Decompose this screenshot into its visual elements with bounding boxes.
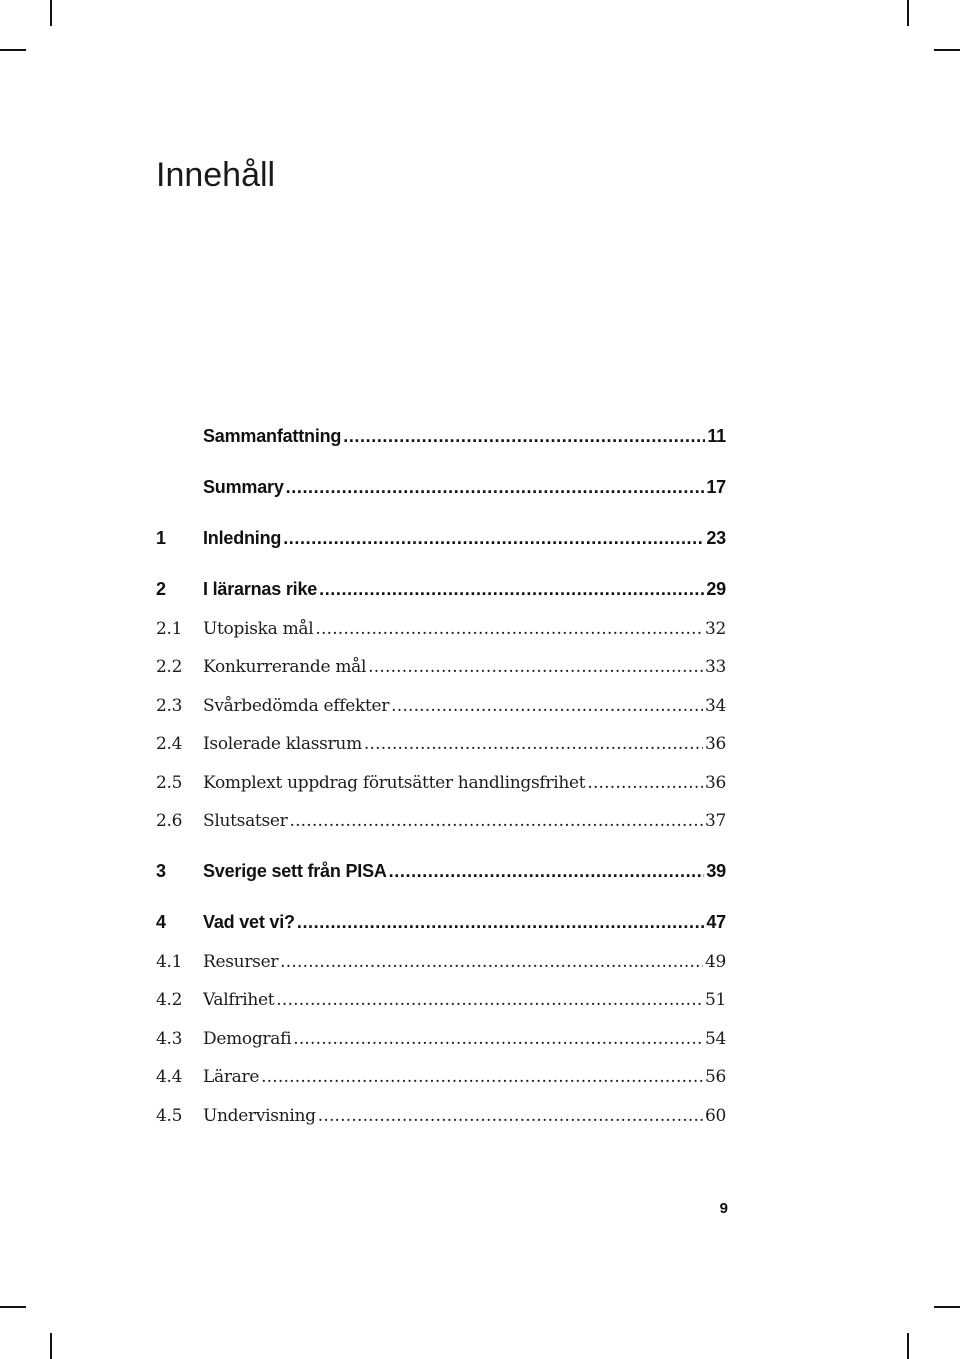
toc-entry[interactable] <box>156 477 726 498</box>
toc-entry-label: I lärarnas rike <box>203 579 318 599</box>
toc-entry-number: 2 <box>156 579 166 599</box>
toc-dot-leader <box>286 477 705 498</box>
toc-entry[interactable] <box>156 1067 726 1087</box>
page-title: Innehåll <box>156 156 276 194</box>
toc-dot-leader <box>297 912 705 933</box>
toc-entry-number: 3 <box>156 861 166 881</box>
toc-entry[interactable] <box>156 1106 726 1126</box>
toc-entry[interactable] <box>156 990 726 1010</box>
crop-mark-bottom-left <box>0 1306 26 1308</box>
toc-entry-label: Utopiska mål <box>203 619 314 639</box>
toc-entry-label: Isolerade klassrum <box>203 734 362 754</box>
toc-entry-page: 29 <box>706 579 726 599</box>
toc-entry-page: 51 <box>704 990 726 1010</box>
toc-entry-page: 37 <box>704 811 726 831</box>
toc-dot-leader <box>261 1067 703 1087</box>
toc-entry[interactable] <box>156 696 726 716</box>
toc-entry-label: Svårbedömda effekter <box>203 696 390 716</box>
toc-entry-number: 1 <box>156 528 166 548</box>
crop-mark-bottom-right <box>907 1333 909 1359</box>
toc-entry-number: 4 <box>156 912 166 932</box>
toc-entry-number: 2.2 <box>156 657 183 677</box>
crop-mark-bottom-left <box>50 1333 52 1359</box>
toc-entry-label: Konkurrerande mål <box>203 657 367 677</box>
toc-entry[interactable] <box>156 528 726 549</box>
toc-entry[interactable] <box>156 773 726 793</box>
toc-dot-leader <box>587 773 703 793</box>
toc-entry-label: Inledning <box>203 528 282 548</box>
toc-entry[interactable] <box>156 579 726 600</box>
toc-entry[interactable] <box>156 426 726 447</box>
toc-entry-page: 17 <box>706 477 726 497</box>
toc-entry[interactable] <box>156 952 726 972</box>
toc-entry-page: 34 <box>704 696 726 716</box>
toc-dot-leader <box>318 1106 703 1126</box>
toc-entry-number: 2.3 <box>156 696 183 716</box>
toc-entry-number: 4.5 <box>156 1106 183 1126</box>
toc-entry[interactable] <box>156 1029 726 1049</box>
toc-entry-page: 39 <box>706 861 726 881</box>
toc-entry-page: 23 <box>706 528 726 548</box>
toc-dot-leader <box>283 528 704 549</box>
toc-entry-label: Demografi <box>203 1029 292 1049</box>
crop-mark-bottom-right <box>934 1306 960 1308</box>
toc-dot-leader <box>364 734 703 754</box>
toc-entry-page: 11 <box>707 426 726 446</box>
toc-entry-label: Undervisning <box>203 1106 316 1126</box>
toc-entry-number: 2.6 <box>156 811 183 831</box>
toc-entry[interactable] <box>156 734 726 754</box>
toc-dot-leader <box>368 657 703 677</box>
toc-entry[interactable] <box>156 861 726 882</box>
toc-entry-number: 4.4 <box>156 1067 183 1087</box>
toc-entry-number: 2.4 <box>156 734 183 754</box>
toc-entry-page: 60 <box>704 1106 726 1126</box>
toc-dot-leader <box>315 619 703 639</box>
toc-entry-page: 32 <box>704 619 726 639</box>
toc-entry-page: 54 <box>704 1029 726 1049</box>
toc-entry-page: 33 <box>704 657 726 677</box>
toc-entry-number: 2.1 <box>156 619 183 639</box>
toc-dot-leader <box>319 579 704 600</box>
toc-dot-leader <box>343 426 705 447</box>
crop-mark-top-left <box>50 0 52 26</box>
toc-entry-page: 36 <box>704 773 726 793</box>
toc-entry[interactable] <box>156 811 726 831</box>
toc-entry-label: Valfrihet <box>203 990 275 1010</box>
toc-entry-label: Resurser <box>203 952 279 972</box>
toc-entry-label: Lärare <box>203 1067 260 1087</box>
toc-dot-leader <box>280 952 703 972</box>
toc-dot-leader <box>389 861 705 882</box>
toc-entry-label: Summary <box>203 477 284 497</box>
toc-entry-number: 4.2 <box>156 990 183 1010</box>
toc-entry-label: Sverige sett från PISA <box>203 861 387 881</box>
toc-entry-page: 56 <box>704 1067 726 1087</box>
toc-entry-number: 4.3 <box>156 1029 183 1049</box>
toc-entry-page: 49 <box>704 952 726 972</box>
toc-entry-label: Sammanfattning <box>203 426 342 446</box>
crop-mark-top-left <box>0 49 26 51</box>
toc-entry-label: Slutsatser <box>203 811 288 831</box>
toc-entry-label: Komplext uppdrag förutsätter handlingsfrihet <box>203 773 586 793</box>
toc-entry[interactable] <box>156 657 726 677</box>
toc-entry-page: 36 <box>704 734 726 754</box>
crop-mark-top-right <box>907 0 909 26</box>
toc-entry-number: 2.5 <box>156 773 183 793</box>
toc-entry-page: 47 <box>706 912 726 932</box>
toc-entry-label: Vad vet vi? <box>203 912 295 932</box>
toc-dot-leader <box>293 1029 703 1049</box>
toc-entry-number: 4.1 <box>156 952 183 972</box>
toc-entry[interactable] <box>156 912 726 933</box>
toc-dot-leader <box>276 990 703 1010</box>
toc-dot-leader <box>391 696 703 716</box>
page-number: 9 <box>719 1200 728 1217</box>
toc-dot-leader <box>289 811 702 831</box>
crop-mark-top-right <box>934 49 960 51</box>
toc-entry[interactable] <box>156 619 726 639</box>
